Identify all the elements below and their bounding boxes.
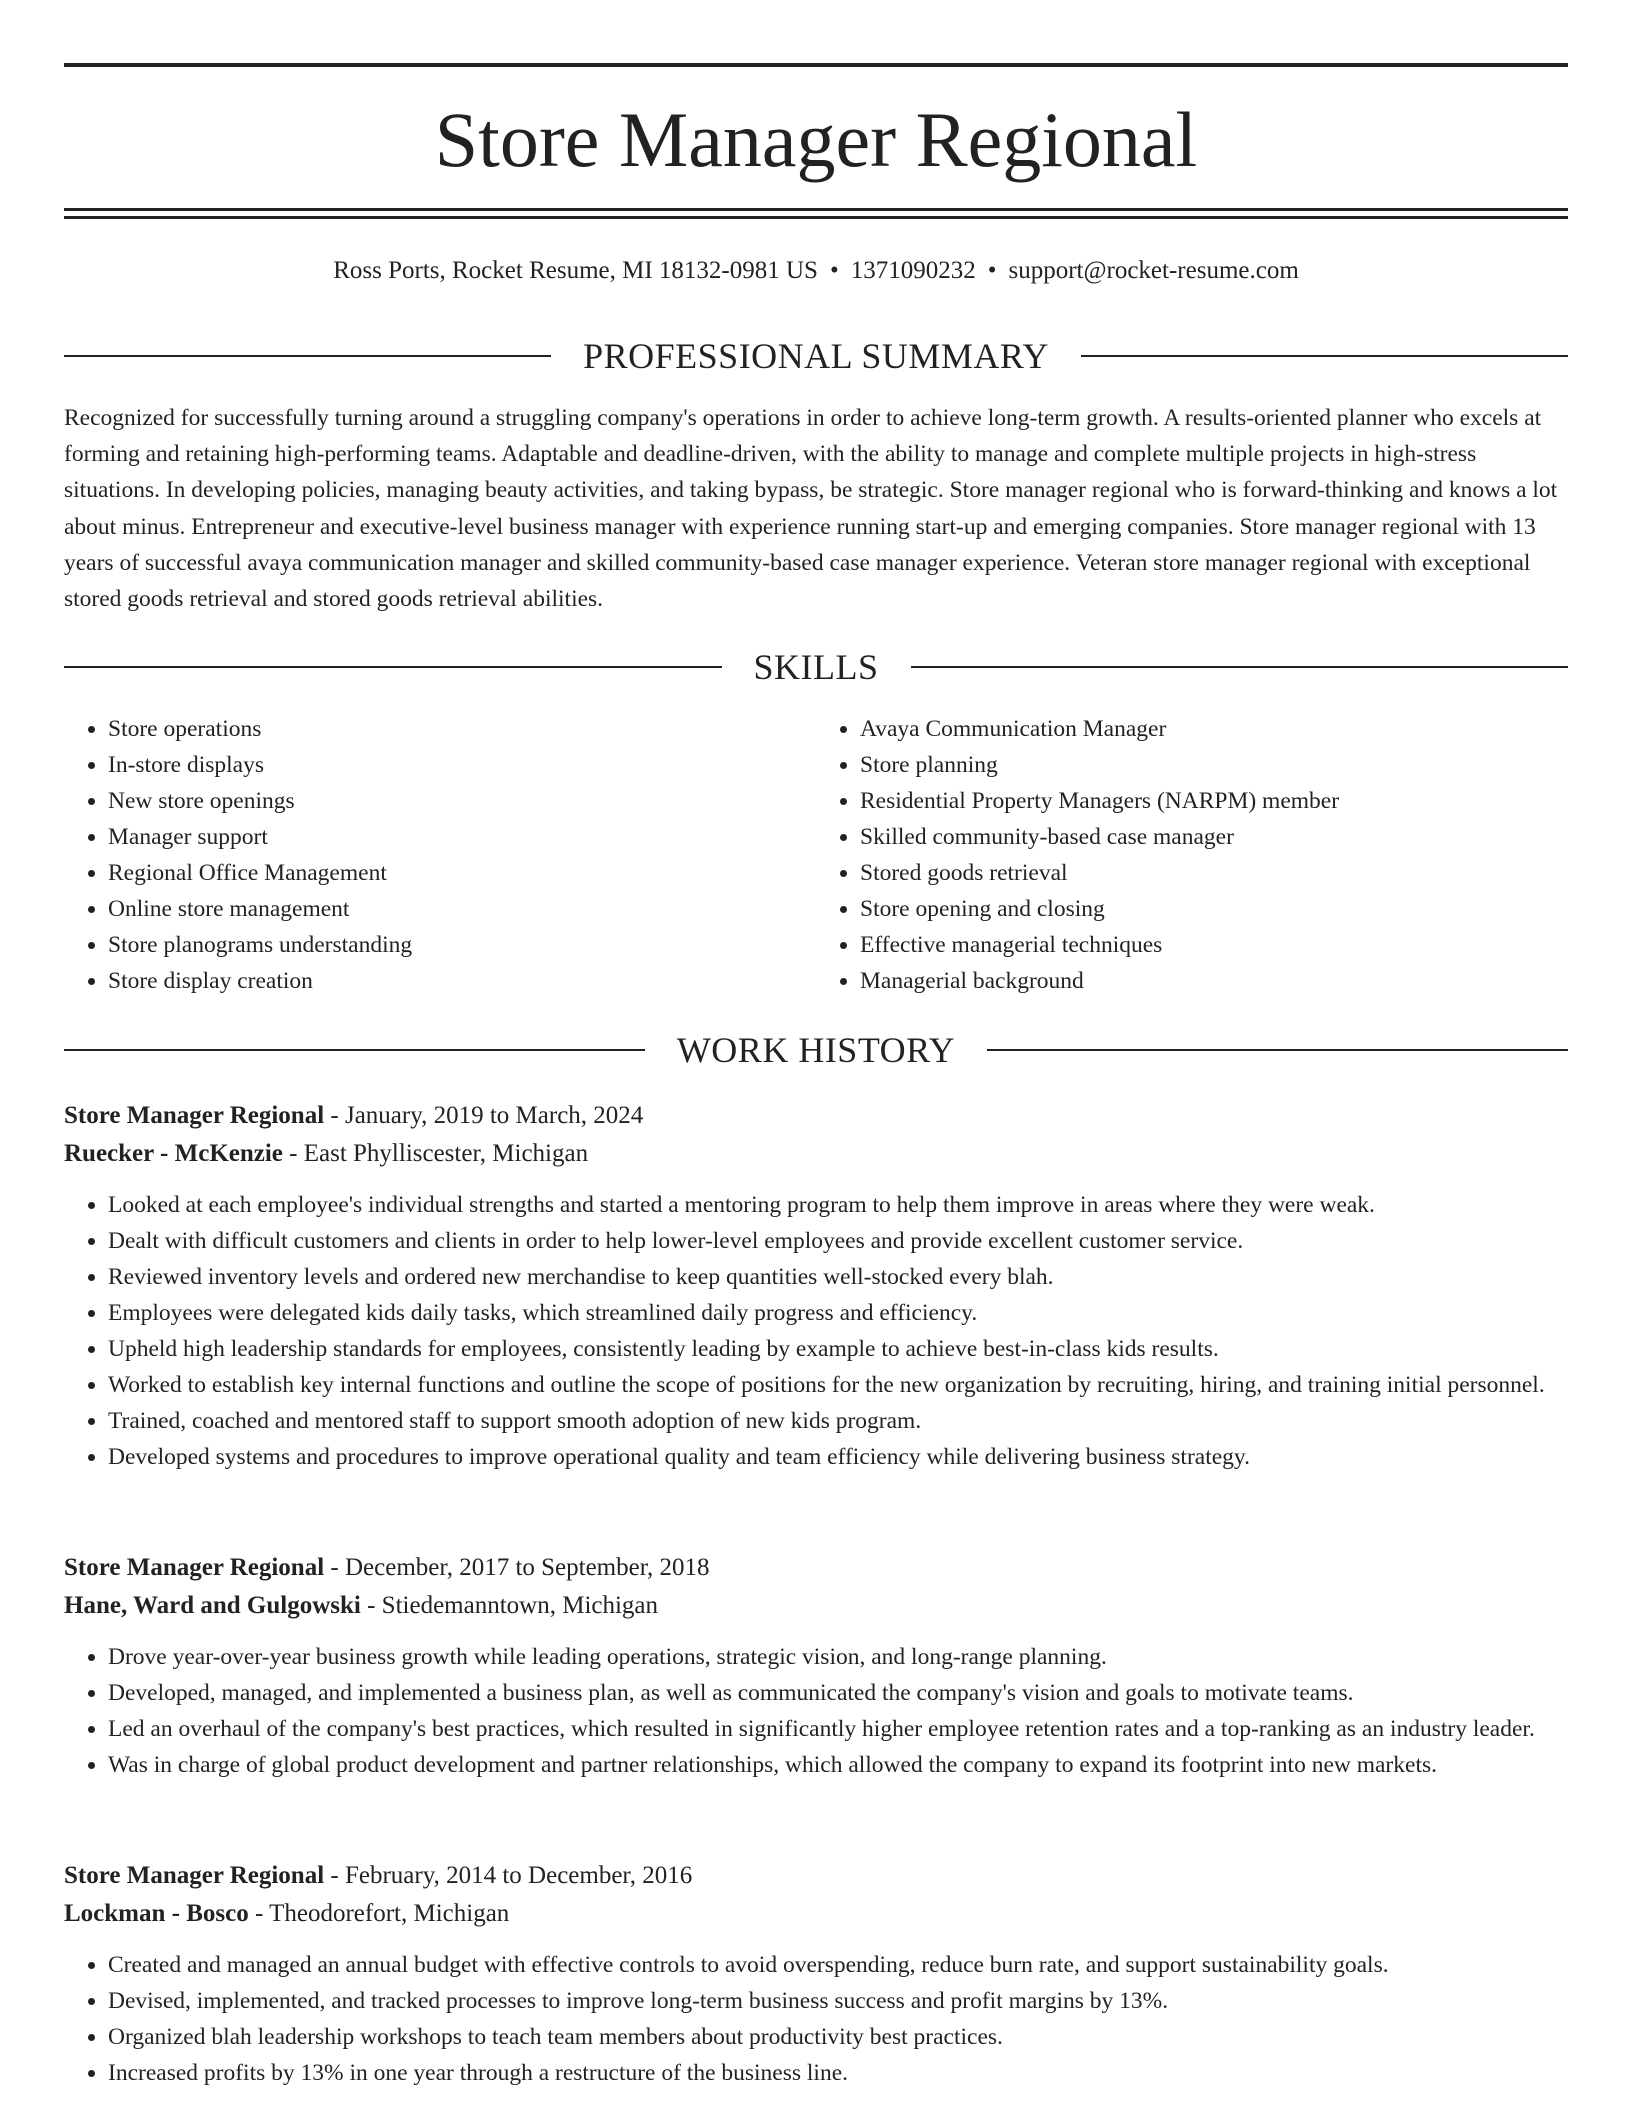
skill-item: • Online store management [108, 891, 816, 927]
work-section-header [64, 1028, 1568, 1072]
job-title-line [64, 1549, 1568, 1587]
job-bullet: • Trained, coached and mentored staff to support smooth adoption of new kids program. [108, 1403, 1568, 1439]
job-title-line [64, 1097, 1568, 1135]
job-title: Store Manager Regional [64, 1554, 325, 1581]
skill-item: • Manager support [108, 819, 816, 855]
summary-text: Recognized for successfully turning around a struggling company's operations in order to achieve long-term growth. A results-oriented planner who excels at forming and retaining high-performing teams. Adaptable and deadline-driven, with the ability to manage and complete multiple projects in high-stress situations. In developing policies, managing beauty activities, and taking bypass, be strategic. Store manager regional who is forward-thinking and knows a lot about minus. Entrepreneur and executive-level business manager with experience running start-up and emerging companies. Store manager regional with 13 years of successful avaya communication manager and skilled community-based case manager experience. Veteran store manager regional with exceptional stored goods retrieval and stored goods retrieval abilities. [64, 405, 1558, 613]
job-location: - Stiedemanntown, Michigan [360, 1592, 659, 1619]
job-bullet: • Reviewed inventory levels and ordered new merchandise to keep quantities well-stocked every blah. [108, 1259, 1568, 1295]
skill-item: • Store planning [860, 747, 1568, 783]
contact-separator: • [987, 257, 997, 284]
job-bullets [64, 1639, 1568, 1783]
job-bullet: • Was in charge of global product development and partner relationships, which allowed the company to expand its footprint into new markets. [108, 1747, 1568, 1783]
title-rule-lower [64, 216, 1568, 219]
job-bullet: • Upheld high leadership standards for employees, consistently leading by example to achieve best-in-class kids results. [108, 1331, 1568, 1367]
job-company-line [64, 1895, 1568, 1933]
section-rule-right [911, 666, 1569, 668]
job-title-line [64, 1857, 1568, 1895]
contact-line [64, 254, 1568, 288]
section-rule-right [1081, 355, 1568, 357]
skills-column-left [64, 711, 816, 999]
section-rule-right [987, 1049, 1568, 1051]
skill-item: • Effective managerial techniques [860, 927, 1568, 963]
job-entry-1 [64, 1097, 1568, 1475]
job-company: Lockman - Bosco [64, 1900, 249, 1927]
skills-list [64, 711, 1568, 999]
job-bullet: • Drove year-over-year business growth while leading operations, strategic vision, and long-range planning. [108, 1639, 1568, 1675]
job-entry-3 [64, 1857, 1568, 2091]
skill-item: • Store operations [108, 711, 816, 747]
job-bullet: • Created and managed an annual budget with effective controls to avoid overspending, reduce burn rate, and support sustainability goals. [108, 1947, 1568, 1983]
skill-item: • Managerial background [860, 963, 1568, 999]
job-title: Store Manager Regional [64, 1102, 325, 1129]
skill-item: • Store opening and closing [860, 891, 1568, 927]
job-location: - Theodorefort, Michigan [248, 1900, 510, 1927]
job-location: - East Phylliscester, Michigan [282, 1140, 589, 1167]
section-rule-left [64, 355, 551, 357]
job-dates: - January, 2019 to March, 2024 [324, 1102, 644, 1129]
contact-email: support@rocket-resume.com [1008, 257, 1299, 284]
job-bullet: • Developed systems and procedures to improve operational quality and team efficiency while delivering business strategy. [108, 1439, 1568, 1475]
skills-section-header [64, 645, 1568, 689]
job-company: Ruecker - McKenzie [64, 1140, 283, 1167]
contact-address: Ross Ports, Rocket Resume, MI 18132-0981 US [333, 257, 818, 284]
job-bullets [64, 1187, 1568, 1475]
job-company-line [64, 1587, 1568, 1625]
page-title: Store Manager Regional [434, 96, 1198, 183]
job-company-line [64, 1135, 1568, 1173]
contact-phone: 1371090232 [850, 257, 976, 284]
work-heading: WORK HISTORY [676, 1030, 956, 1070]
section-rule-left [64, 1049, 645, 1051]
section-rule-left [64, 666, 722, 668]
skill-item: • In-store displays [108, 747, 816, 783]
job-bullet: • Worked to establish key internal functions and outline the scope of positions for the new organization by recruiting, hiring, and training initial personnel. [108, 1367, 1568, 1403]
title-rule-upper [64, 208, 1568, 211]
summary-heading: PROFESSIONAL SUMMARY [583, 336, 1049, 376]
top-rule [64, 63, 1568, 67]
summary-section-header [64, 334, 1568, 378]
skill-item: • Residential Property Managers (NARPM) member [860, 783, 1568, 819]
job-dates: - February, 2014 to December, 2016 [324, 1862, 693, 1889]
skill-item: • Regional Office Management [108, 855, 816, 891]
job-bullet: • Dealt with difficult customers and clients in order to help lower-level employees and provide excellent customer service. [108, 1223, 1568, 1259]
job-entry-2 [64, 1549, 1568, 1783]
job-dates: - December, 2017 to September, 2018 [324, 1554, 710, 1581]
job-bullet: • Organized blah leadership workshops to teach team members about productivity best practices. [108, 2019, 1568, 2055]
job-company: Hane, Ward and Gulgowski [64, 1592, 361, 1619]
skill-item: • Skilled community-based case manager [860, 819, 1568, 855]
job-bullet: • Developed, managed, and implemented a business plan, as well as communicated the company's vision and goals to motivate teams. [108, 1675, 1568, 1711]
job-bullet: • Employees were delegated kids daily tasks, which streamlined daily progress and efficiency. [108, 1295, 1568, 1331]
job-bullet: • Increased profits by 13% in one year through a restructure of the business line. [108, 2055, 1568, 2091]
skill-item: • Stored goods retrieval [860, 855, 1568, 891]
skills-heading: SKILLS [753, 647, 879, 687]
job-title: Store Manager Regional [64, 1862, 325, 1889]
skill-item: • Store display creation [108, 963, 816, 999]
job-bullet: • Looked at each employee's individual strengths and started a mentoring program to help them improve in areas where they were weak. [108, 1187, 1568, 1223]
job-bullet: • Led an overhaul of the company's best practices, which resulted in significantly higher employee retention rates and a top-ranking as an industry leader. [108, 1711, 1568, 1747]
skill-item: • Store planograms understanding [108, 927, 816, 963]
skill-item: • New store openings [108, 783, 816, 819]
skills-column-right [816, 711, 1568, 999]
job-bullets [64, 1947, 1568, 2091]
job-bullet: • Devised, implemented, and tracked processes to improve long-term business success and profit margins by 13%. [108, 1983, 1568, 2019]
skill-item: • Avaya Communication Manager [860, 711, 1568, 747]
contact-separator: • [829, 257, 839, 284]
